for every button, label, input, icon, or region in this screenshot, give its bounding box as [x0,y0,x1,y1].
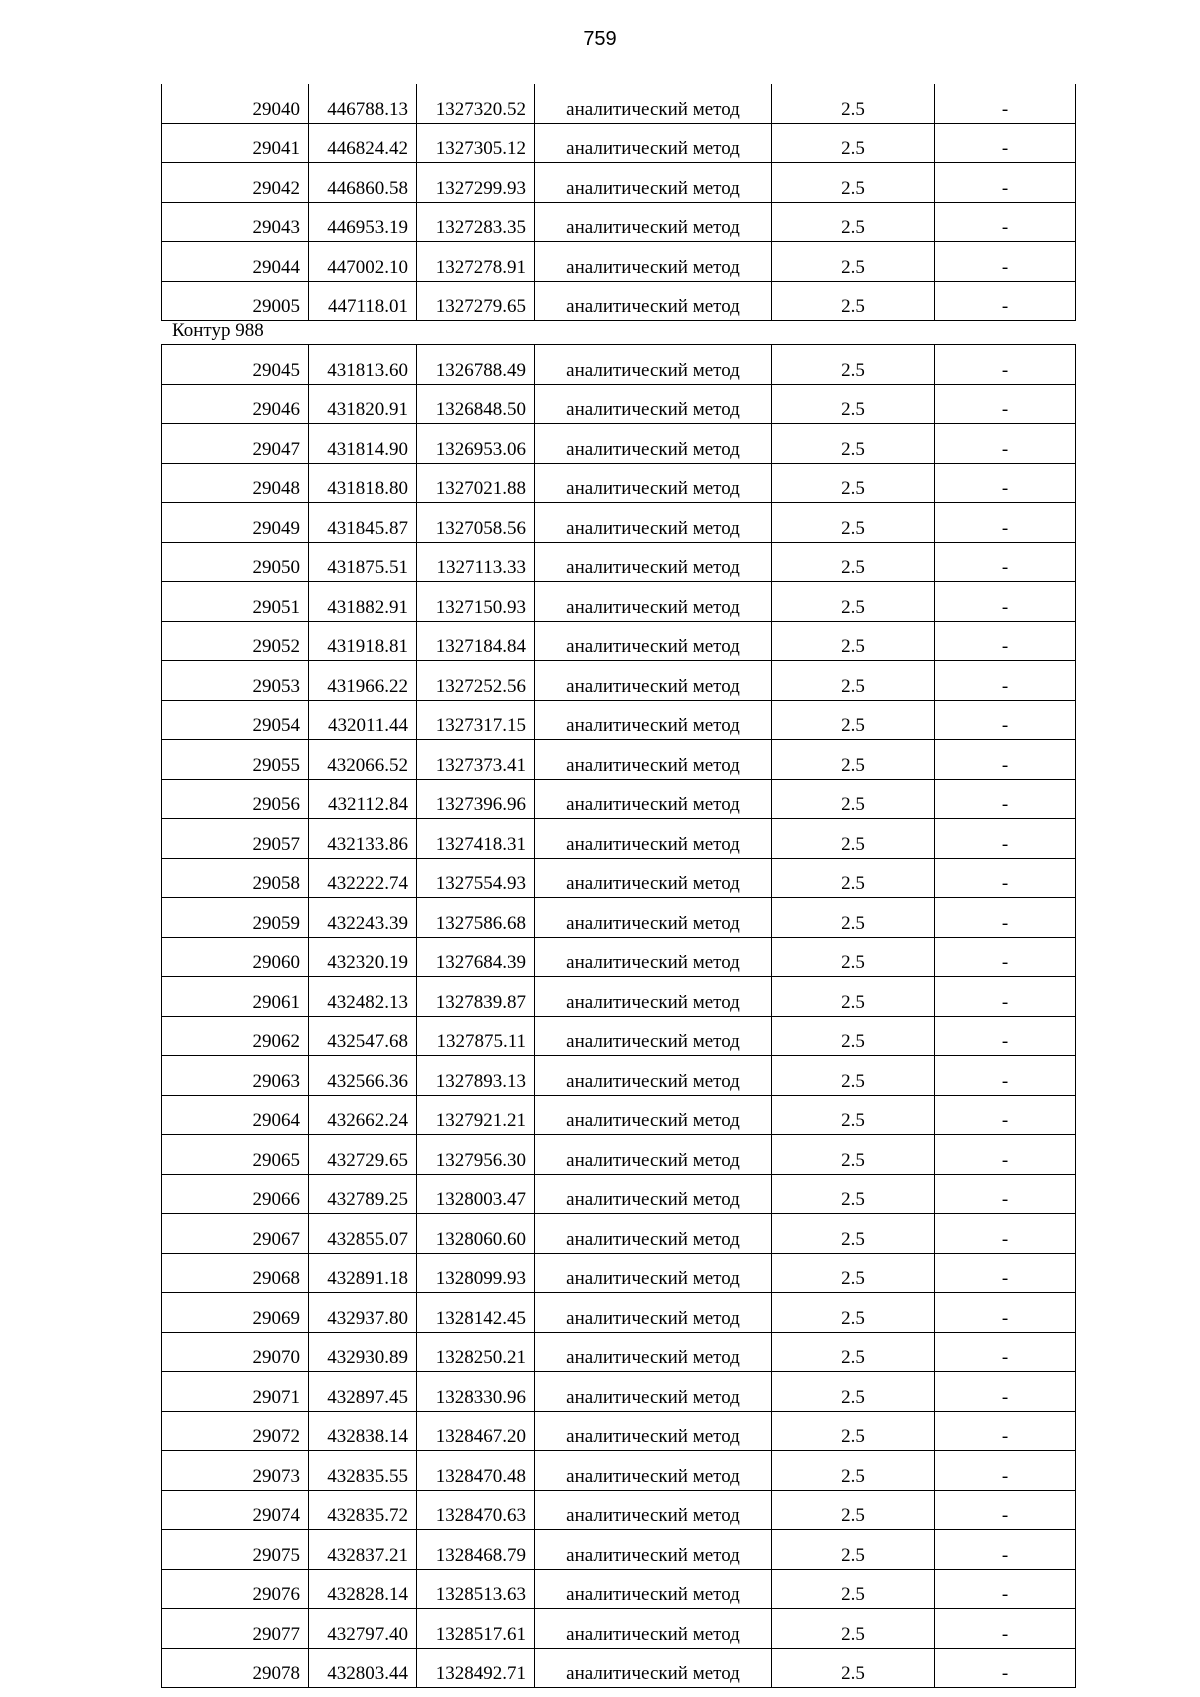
x-coordinate-cell: 432243.39 [309,898,417,938]
note-cell: - [935,1253,1076,1293]
point-number-cell: 29055 [162,740,309,780]
table-row [162,242,1076,282]
x-coordinate-cell: 432662.24 [309,1095,417,1135]
table-row [162,542,1076,582]
y-coordinate-cell: 1328142.45 [417,1293,535,1333]
y-coordinate-cell: 1327184.84 [417,621,535,661]
accuracy-cell: 2.5 [772,819,935,859]
x-coordinate-cell: 432930.89 [309,1332,417,1372]
y-coordinate-cell: 1326953.06 [417,424,535,464]
point-number-cell: 29053 [162,661,309,701]
point-number-cell: 29046 [162,384,309,424]
note-cell: - [935,779,1076,819]
note-cell: - [935,819,1076,859]
point-number-cell: 29057 [162,819,309,859]
table-row [162,424,1076,464]
y-coordinate-cell: 1327113.33 [417,542,535,582]
note-cell: - [935,1530,1076,1570]
y-coordinate-cell: 1327921.21 [417,1095,535,1135]
note-cell: - [935,281,1076,321]
table-row [162,1214,1076,1254]
note-cell: - [935,345,1076,385]
accuracy-cell: 2.5 [772,1411,935,1451]
point-number-cell: 29049 [162,503,309,543]
accuracy-cell: 2.5 [772,1293,935,1333]
point-number-cell: 29050 [162,542,309,582]
table-row [162,163,1076,203]
y-coordinate-cell: 1327586.68 [417,898,535,938]
accuracy-cell: 2.5 [772,202,935,242]
y-coordinate-cell: 1328467.20 [417,1411,535,1451]
note-cell: - [935,424,1076,464]
x-coordinate-cell: 432855.07 [309,1214,417,1254]
note-cell: - [935,1569,1076,1609]
note-cell: - [935,1016,1076,1056]
method-cell: аналитический метод [535,463,772,503]
y-coordinate-cell: 1327058.56 [417,503,535,543]
y-coordinate-cell: 1328330.96 [417,1372,535,1412]
point-number-cell: 29071 [162,1372,309,1412]
accuracy-cell: 2.5 [772,1214,935,1254]
accuracy-cell: 2.5 [772,123,935,163]
accuracy-cell: 2.5 [772,1016,935,1056]
point-number-cell: 29068 [162,1253,309,1293]
table-row [162,700,1076,740]
accuracy-cell: 2.5 [772,384,935,424]
note-cell: - [935,621,1076,661]
method-cell: аналитический метод [535,123,772,163]
y-coordinate-cell: 1327317.15 [417,700,535,740]
x-coordinate-cell: 431966.22 [309,661,417,701]
method-cell: аналитический метод [535,582,772,622]
x-coordinate-cell: 431918.81 [309,621,417,661]
x-coordinate-cell: 432803.44 [309,1648,417,1688]
method-cell: аналитический метод [535,1609,772,1649]
table-body [162,345,1076,1688]
table-row [162,977,1076,1017]
x-coordinate-cell: 432566.36 [309,1056,417,1096]
accuracy-cell: 2.5 [772,163,935,203]
note-cell: - [935,898,1076,938]
table-body [162,84,1076,321]
accuracy-cell: 2.5 [772,242,935,282]
note-cell: - [935,977,1076,1017]
accuracy-cell: 2.5 [772,1332,935,1372]
note-cell: - [935,84,1076,123]
point-number-cell: 29052 [162,621,309,661]
y-coordinate-cell: 1326848.50 [417,384,535,424]
table-row [162,1135,1076,1175]
table-row [162,1372,1076,1412]
table-row [162,281,1076,321]
point-number-cell: 29064 [162,1095,309,1135]
method-cell: аналитический метод [535,819,772,859]
method-cell: аналитический метод [535,1451,772,1491]
method-cell: аналитический метод [535,345,772,385]
x-coordinate-cell: 432835.72 [309,1490,417,1530]
point-number-cell: 29075 [162,1530,309,1570]
table-row [162,740,1076,780]
x-coordinate-cell: 432011.44 [309,700,417,740]
accuracy-cell: 2.5 [772,84,935,123]
note-cell: - [935,740,1076,780]
y-coordinate-cell: 1328099.93 [417,1253,535,1293]
x-coordinate-cell: 432828.14 [309,1569,417,1609]
note-cell: - [935,700,1076,740]
note-cell: - [935,1451,1076,1491]
method-cell: аналитический метод [535,898,772,938]
x-coordinate-cell: 446788.13 [309,84,417,123]
table-row [162,1609,1076,1649]
method-cell: аналитический метод [535,661,772,701]
accuracy-cell: 2.5 [772,1530,935,1570]
y-coordinate-cell: 1328003.47 [417,1174,535,1214]
method-cell: аналитический метод [535,1056,772,1096]
accuracy-cell: 2.5 [772,621,935,661]
method-cell: аналитический метод [535,977,772,1017]
x-coordinate-cell: 446953.19 [309,202,417,242]
note-cell: - [935,123,1076,163]
method-cell: аналитический метод [535,1490,772,1530]
method-cell: аналитический метод [535,542,772,582]
y-coordinate-cell: 1327373.41 [417,740,535,780]
note-cell: - [935,1095,1076,1135]
y-coordinate-cell: 1327021.88 [417,463,535,503]
table-row [162,1056,1076,1096]
method-cell: аналитический метод [535,242,772,282]
x-coordinate-cell: 432547.68 [309,1016,417,1056]
point-number-cell: 29005 [162,281,309,321]
y-coordinate-cell: 1327278.91 [417,242,535,282]
note-cell: - [935,1411,1076,1451]
method-cell: аналитический метод [535,163,772,203]
table-row [162,123,1076,163]
note-cell: - [935,542,1076,582]
accuracy-cell: 2.5 [772,977,935,1017]
note-cell: - [935,1332,1076,1372]
point-number-cell: 29059 [162,898,309,938]
point-number-cell: 29070 [162,1332,309,1372]
note-cell: - [935,202,1076,242]
table-row [162,1648,1076,1688]
accuracy-cell: 2.5 [772,1135,935,1175]
point-number-cell: 29042 [162,163,309,203]
method-cell: аналитический метод [535,779,772,819]
method-cell: аналитический метод [535,1214,772,1254]
y-coordinate-cell: 1327956.30 [417,1135,535,1175]
table-row [162,1332,1076,1372]
method-cell: аналитический метод [535,84,772,123]
table-row [162,1530,1076,1570]
y-coordinate-cell: 1327893.13 [417,1056,535,1096]
y-coordinate-cell: 1328492.71 [417,1648,535,1688]
accuracy-cell: 2.5 [772,281,935,321]
note-cell: - [935,1372,1076,1412]
accuracy-cell: 2.5 [772,582,935,622]
accuracy-cell: 2.5 [772,503,935,543]
note-cell: - [935,1214,1076,1254]
method-cell: аналитический метод [535,1332,772,1372]
table-row [162,202,1076,242]
table-row [162,1293,1076,1333]
contour-label: Контур 988 [172,320,264,341]
y-coordinate-cell: 1327396.96 [417,779,535,819]
table-row [162,84,1076,123]
y-coordinate-cell: 1327279.65 [417,281,535,321]
x-coordinate-cell: 431845.87 [309,503,417,543]
method-cell: аналитический метод [535,937,772,977]
table-row [162,463,1076,503]
point-number-cell: 29078 [162,1648,309,1688]
point-number-cell: 29040 [162,84,309,123]
accuracy-cell: 2.5 [772,542,935,582]
point-number-cell: 29058 [162,858,309,898]
y-coordinate-cell: 1328517.61 [417,1609,535,1649]
note-cell: - [935,1174,1076,1214]
note-cell: - [935,582,1076,622]
method-cell: аналитический метод [535,424,772,464]
note-cell: - [935,1609,1076,1649]
table-row [162,1095,1076,1135]
point-number-cell: 29056 [162,779,309,819]
method-cell: аналитический метод [535,1530,772,1570]
table-row [162,1016,1076,1056]
point-number-cell: 29045 [162,345,309,385]
y-coordinate-cell: 1327418.31 [417,819,535,859]
y-coordinate-cell: 1327839.87 [417,977,535,1017]
x-coordinate-cell: 432320.19 [309,937,417,977]
table-row [162,621,1076,661]
point-number-cell: 29077 [162,1609,309,1649]
point-number-cell: 29051 [162,582,309,622]
y-coordinate-cell: 1327320.52 [417,84,535,123]
method-cell: аналитический метод [535,202,772,242]
table-row [162,345,1076,385]
note-cell: - [935,1056,1076,1096]
accuracy-cell: 2.5 [772,1609,935,1649]
point-number-cell: 29043 [162,202,309,242]
y-coordinate-cell: 1327283.35 [417,202,535,242]
table-row [162,858,1076,898]
method-cell: аналитический метод [535,1293,772,1333]
x-coordinate-cell: 432729.65 [309,1135,417,1175]
x-coordinate-cell: 432838.14 [309,1411,417,1451]
note-cell: - [935,937,1076,977]
table-row [162,1569,1076,1609]
y-coordinate-cell: 1327305.12 [417,123,535,163]
note-cell: - [935,858,1076,898]
note-cell: - [935,384,1076,424]
y-coordinate-cell: 1326788.49 [417,345,535,385]
note-cell: - [935,1293,1076,1333]
note-cell: - [935,1490,1076,1530]
method-cell: аналитический метод [535,384,772,424]
method-cell: аналитический метод [535,1569,772,1609]
table-row [162,1174,1076,1214]
y-coordinate-cell: 1327252.56 [417,661,535,701]
x-coordinate-cell: 432937.80 [309,1293,417,1333]
x-coordinate-cell: 432789.25 [309,1174,417,1214]
point-number-cell: 29067 [162,1214,309,1254]
accuracy-cell: 2.5 [772,937,935,977]
x-coordinate-cell: 432797.40 [309,1609,417,1649]
table-row [162,1451,1076,1491]
x-coordinate-cell: 431814.90 [309,424,417,464]
table-row [162,582,1076,622]
point-number-cell: 29065 [162,1135,309,1175]
y-coordinate-cell: 1328513.63 [417,1569,535,1609]
y-coordinate-cell: 1327684.39 [417,937,535,977]
x-coordinate-cell: 432891.18 [309,1253,417,1293]
method-cell: аналитический метод [535,1016,772,1056]
coordinates-table-contour [161,344,1076,1688]
accuracy-cell: 2.5 [772,463,935,503]
accuracy-cell: 2.5 [772,424,935,464]
point-number-cell: 29063 [162,1056,309,1096]
y-coordinate-cell: 1328250.21 [417,1332,535,1372]
accuracy-cell: 2.5 [772,1174,935,1214]
table-row [162,661,1076,701]
y-coordinate-cell: 1327875.11 [417,1016,535,1056]
note-cell: - [935,463,1076,503]
x-coordinate-cell: 446860.58 [309,163,417,203]
point-number-cell: 29041 [162,123,309,163]
y-coordinate-cell: 1328468.79 [417,1530,535,1570]
accuracy-cell: 2.5 [772,740,935,780]
note-cell: - [935,503,1076,543]
method-cell: аналитический метод [535,1135,772,1175]
method-cell: аналитический метод [535,858,772,898]
x-coordinate-cell: 431818.80 [309,463,417,503]
x-coordinate-cell: 432837.21 [309,1530,417,1570]
method-cell: аналитический метод [535,1095,772,1135]
accuracy-cell: 2.5 [772,700,935,740]
table-row [162,1490,1076,1530]
method-cell: аналитический метод [535,1372,772,1412]
note-cell: - [935,1135,1076,1175]
point-number-cell: 29076 [162,1569,309,1609]
note-cell: - [935,1648,1076,1688]
x-coordinate-cell: 431820.91 [309,384,417,424]
accuracy-cell: 2.5 [772,1648,935,1688]
table-row [162,1411,1076,1451]
note-cell: - [935,163,1076,203]
x-coordinate-cell: 432222.74 [309,858,417,898]
table-row [162,1253,1076,1293]
y-coordinate-cell: 1327554.93 [417,858,535,898]
note-cell: - [935,661,1076,701]
y-coordinate-cell: 1328060.60 [417,1214,535,1254]
point-number-cell: 29044 [162,242,309,282]
method-cell: аналитический метод [535,700,772,740]
accuracy-cell: 2.5 [772,779,935,819]
x-coordinate-cell: 432482.13 [309,977,417,1017]
method-cell: аналитический метод [535,503,772,543]
method-cell: аналитический метод [535,1411,772,1451]
x-coordinate-cell: 432835.55 [309,1451,417,1491]
x-coordinate-cell: 432112.84 [309,779,417,819]
accuracy-cell: 2.5 [772,1490,935,1530]
table-row [162,384,1076,424]
method-cell: аналитический метод [535,281,772,321]
point-number-cell: 29069 [162,1293,309,1333]
point-number-cell: 29061 [162,977,309,1017]
x-coordinate-cell: 432066.52 [309,740,417,780]
accuracy-cell: 2.5 [772,898,935,938]
point-number-cell: 29047 [162,424,309,464]
point-number-cell: 29062 [162,1016,309,1056]
point-number-cell: 29060 [162,937,309,977]
point-number-cell: 29048 [162,463,309,503]
x-coordinate-cell: 431875.51 [309,542,417,582]
method-cell: аналитический метод [535,1174,772,1214]
y-coordinate-cell: 1327150.93 [417,582,535,622]
table-row [162,779,1076,819]
table-row [162,503,1076,543]
accuracy-cell: 2.5 [772,661,935,701]
point-number-cell: 29073 [162,1451,309,1491]
accuracy-cell: 2.5 [772,1095,935,1135]
accuracy-cell: 2.5 [772,1056,935,1096]
x-coordinate-cell: 431882.91 [309,582,417,622]
table-row [162,898,1076,938]
x-coordinate-cell: 447002.10 [309,242,417,282]
method-cell: аналитический метод [535,1648,772,1688]
point-number-cell: 29072 [162,1411,309,1451]
y-coordinate-cell: 1328470.48 [417,1451,535,1491]
x-coordinate-cell: 431813.60 [309,345,417,385]
method-cell: аналитический метод [535,740,772,780]
note-cell: - [935,242,1076,282]
point-number-cell: 29066 [162,1174,309,1214]
accuracy-cell: 2.5 [772,1569,935,1609]
accuracy-cell: 2.5 [772,1451,935,1491]
method-cell: аналитический метод [535,1253,772,1293]
table-row [162,937,1076,977]
accuracy-cell: 2.5 [772,345,935,385]
coordinates-table-continued [161,84,1076,321]
point-number-cell: 29074 [162,1490,309,1530]
x-coordinate-cell: 432897.45 [309,1372,417,1412]
point-number-cell: 29054 [162,700,309,740]
accuracy-cell: 2.5 [772,1372,935,1412]
x-coordinate-cell: 446824.42 [309,123,417,163]
method-cell: аналитический метод [535,621,772,661]
accuracy-cell: 2.5 [772,1253,935,1293]
y-coordinate-cell: 1327299.93 [417,163,535,203]
page-number: 759 [583,28,617,50]
x-coordinate-cell: 447118.01 [309,281,417,321]
table-row [162,819,1076,859]
y-coordinate-cell: 1328470.63 [417,1490,535,1530]
accuracy-cell: 2.5 [772,858,935,898]
x-coordinate-cell: 432133.86 [309,819,417,859]
